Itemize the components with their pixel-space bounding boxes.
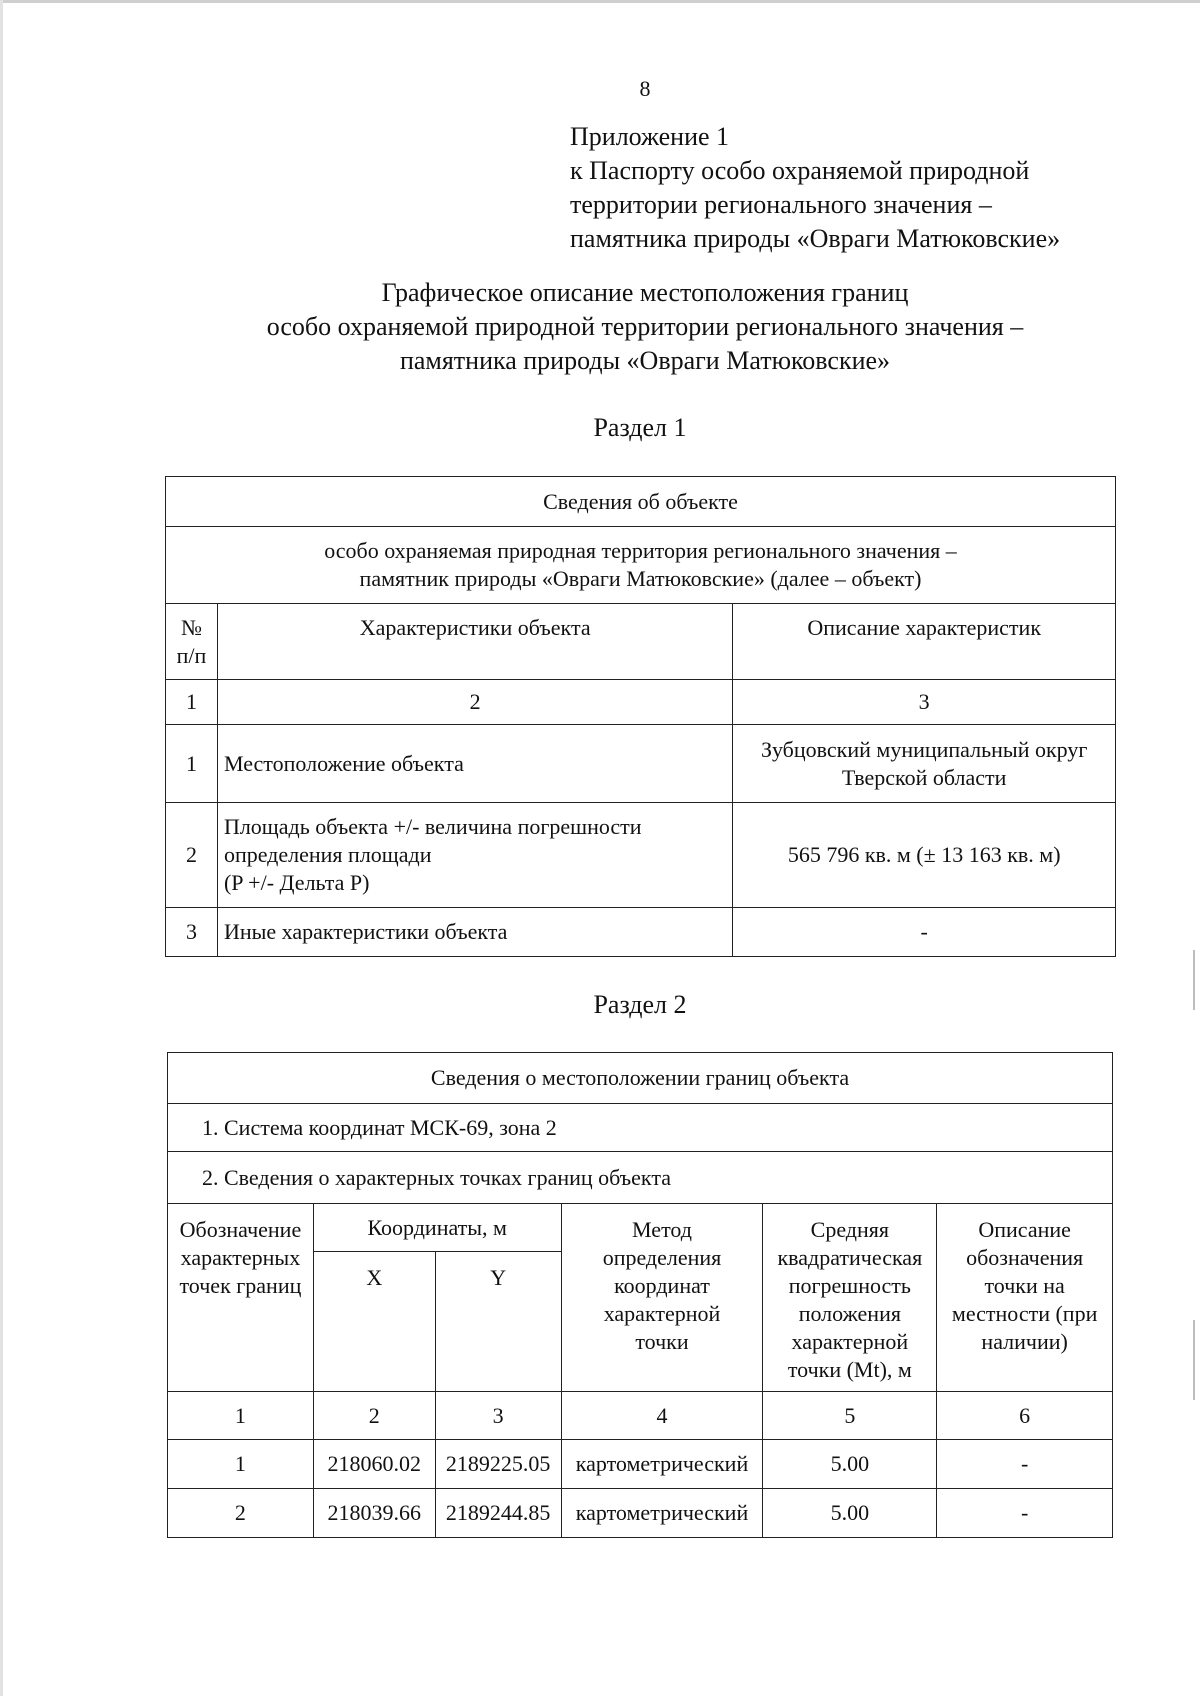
row-description: -	[733, 908, 1116, 957]
header-x: X	[313, 1252, 435, 1392]
page-edge-left	[0, 0, 3, 1696]
description-line: Тверской области	[841, 764, 1007, 790]
header-method	[561, 1204, 763, 1392]
row-characteristic: Местоположение объекта	[217, 725, 732, 803]
column-number: 2	[313, 1392, 435, 1440]
header-line: точки на	[984, 1273, 1065, 1298]
column-number: 3	[435, 1392, 561, 1440]
header-line: Обозначение	[179, 1217, 302, 1242]
header-line: определения	[602, 1245, 722, 1270]
object-name-line: особо охраняемая природная территория регионального значения –	[324, 538, 957, 563]
appendix-line: территории регионального значения –	[570, 190, 992, 219]
header-line: Метод	[632, 1217, 692, 1242]
header-description: Описание характеристик	[733, 604, 1116, 680]
appendix-line: памятника природы «Овраги Матюковские»	[570, 224, 1061, 253]
table-row	[166, 803, 1116, 908]
table-title: Сведения о местоположении границ объекта	[168, 1053, 1113, 1104]
table-row	[168, 1440, 1113, 1489]
row-number: 2	[166, 803, 218, 908]
table-row	[168, 1489, 1113, 1538]
appendix-header	[570, 120, 1130, 256]
column-number: 5	[763, 1392, 937, 1440]
characteristic-line: Площадь объекта +/- величина погрешности	[223, 814, 642, 839]
page-edge-top	[0, 0, 1200, 3]
row-characteristic	[217, 803, 732, 908]
title-line: памятника природы «Овраги Матюковские»	[399, 346, 891, 375]
column-number: 1	[166, 680, 218, 725]
section-2-heading: Раздел 2	[593, 990, 687, 1019]
header-line: характерной	[603, 1301, 721, 1326]
point-description: -	[937, 1489, 1113, 1538]
header-line: квадратическая	[777, 1245, 923, 1270]
header-line: точки (Mt), м	[787, 1357, 912, 1382]
method: картометрический	[561, 1440, 763, 1489]
title-line: особо охраняемой природной территории регионального значения –	[266, 312, 1024, 341]
coord-y: 2189225.05	[435, 1440, 561, 1489]
header-error	[763, 1204, 937, 1392]
point-description: -	[937, 1440, 1113, 1489]
coord-x: 218060.02	[313, 1440, 435, 1489]
column-number: 4	[561, 1392, 763, 1440]
document-title	[100, 276, 1190, 378]
header-line: точек границ	[179, 1273, 302, 1298]
header-line: Средняя	[810, 1217, 890, 1242]
section-1-heading: Раздел 1	[593, 413, 687, 442]
row-description: 565 796 кв. м (± 13 163 кв. м)	[733, 803, 1116, 908]
row-description	[733, 725, 1116, 803]
method: картометрический	[561, 1489, 763, 1538]
row-number: 3	[166, 908, 218, 957]
header-line: наличии)	[981, 1329, 1068, 1354]
error-value: 5.00	[763, 1489, 937, 1538]
column-number: 6	[937, 1392, 1113, 1440]
title-line: Графическое описание местоположения границ	[381, 278, 909, 307]
header-designation	[168, 1204, 314, 1392]
point-number: 2	[168, 1489, 314, 1538]
appendix-line: к Паспорту особо охраняемой природной	[570, 156, 1030, 185]
header-num-line: №	[180, 615, 202, 640]
scan-artifact	[1193, 1320, 1195, 1400]
header-line: характерных	[180, 1245, 301, 1270]
coordinate-system: 1. Система координат МСК-69, зона 2	[168, 1104, 1113, 1152]
appendix-line: Приложение 1	[570, 122, 730, 151]
object-name-line: памятник природы «Овраги Матюковские» (далее – объект)	[359, 566, 922, 591]
header-num	[166, 604, 218, 680]
table-title: Сведения об объекте	[166, 477, 1116, 527]
row-characteristic: Иные характеристики объекта	[217, 908, 732, 957]
header-num-line: п/п	[176, 643, 207, 668]
header-characteristics: Характеристики объекта	[217, 604, 732, 680]
coord-x: 218039.66	[313, 1489, 435, 1538]
column-number: 1	[168, 1392, 314, 1440]
characteristic-line: определения площади	[223, 842, 432, 867]
header-line: положения	[798, 1301, 901, 1326]
header-line: погрешность	[788, 1273, 911, 1298]
scan-artifact	[1193, 950, 1195, 1010]
object-name-cell	[166, 527, 1116, 604]
characteristic-line: (P +/- Дельта P)	[223, 870, 370, 895]
table-row	[166, 725, 1116, 803]
page-number: 8	[639, 76, 651, 101]
header-line: характерной	[791, 1329, 909, 1354]
column-number: 2	[217, 680, 732, 725]
header-y: Y	[435, 1252, 561, 1392]
header-line: Описание	[978, 1217, 1071, 1242]
boundary-points-table	[167, 1052, 1113, 1538]
point-number: 1	[168, 1440, 314, 1489]
header-line: обозначения	[966, 1245, 1084, 1270]
coord-y: 2189244.85	[435, 1489, 561, 1538]
column-number: 3	[733, 680, 1116, 725]
points-title: 2. Сведения о характерных точках границ объекта	[168, 1152, 1113, 1204]
header-point-description	[937, 1204, 1113, 1392]
table-row	[166, 908, 1116, 957]
object-info-table	[165, 476, 1116, 957]
description-line: Зубцовский муниципальный округ	[760, 736, 1088, 762]
header-line: координат	[614, 1273, 710, 1298]
header-coordinates: Координаты, м	[313, 1204, 561, 1252]
error-value: 5.00	[763, 1440, 937, 1489]
header-line: точки	[635, 1329, 689, 1354]
row-number: 1	[166, 725, 218, 803]
header-line: местности (при	[951, 1301, 1098, 1326]
